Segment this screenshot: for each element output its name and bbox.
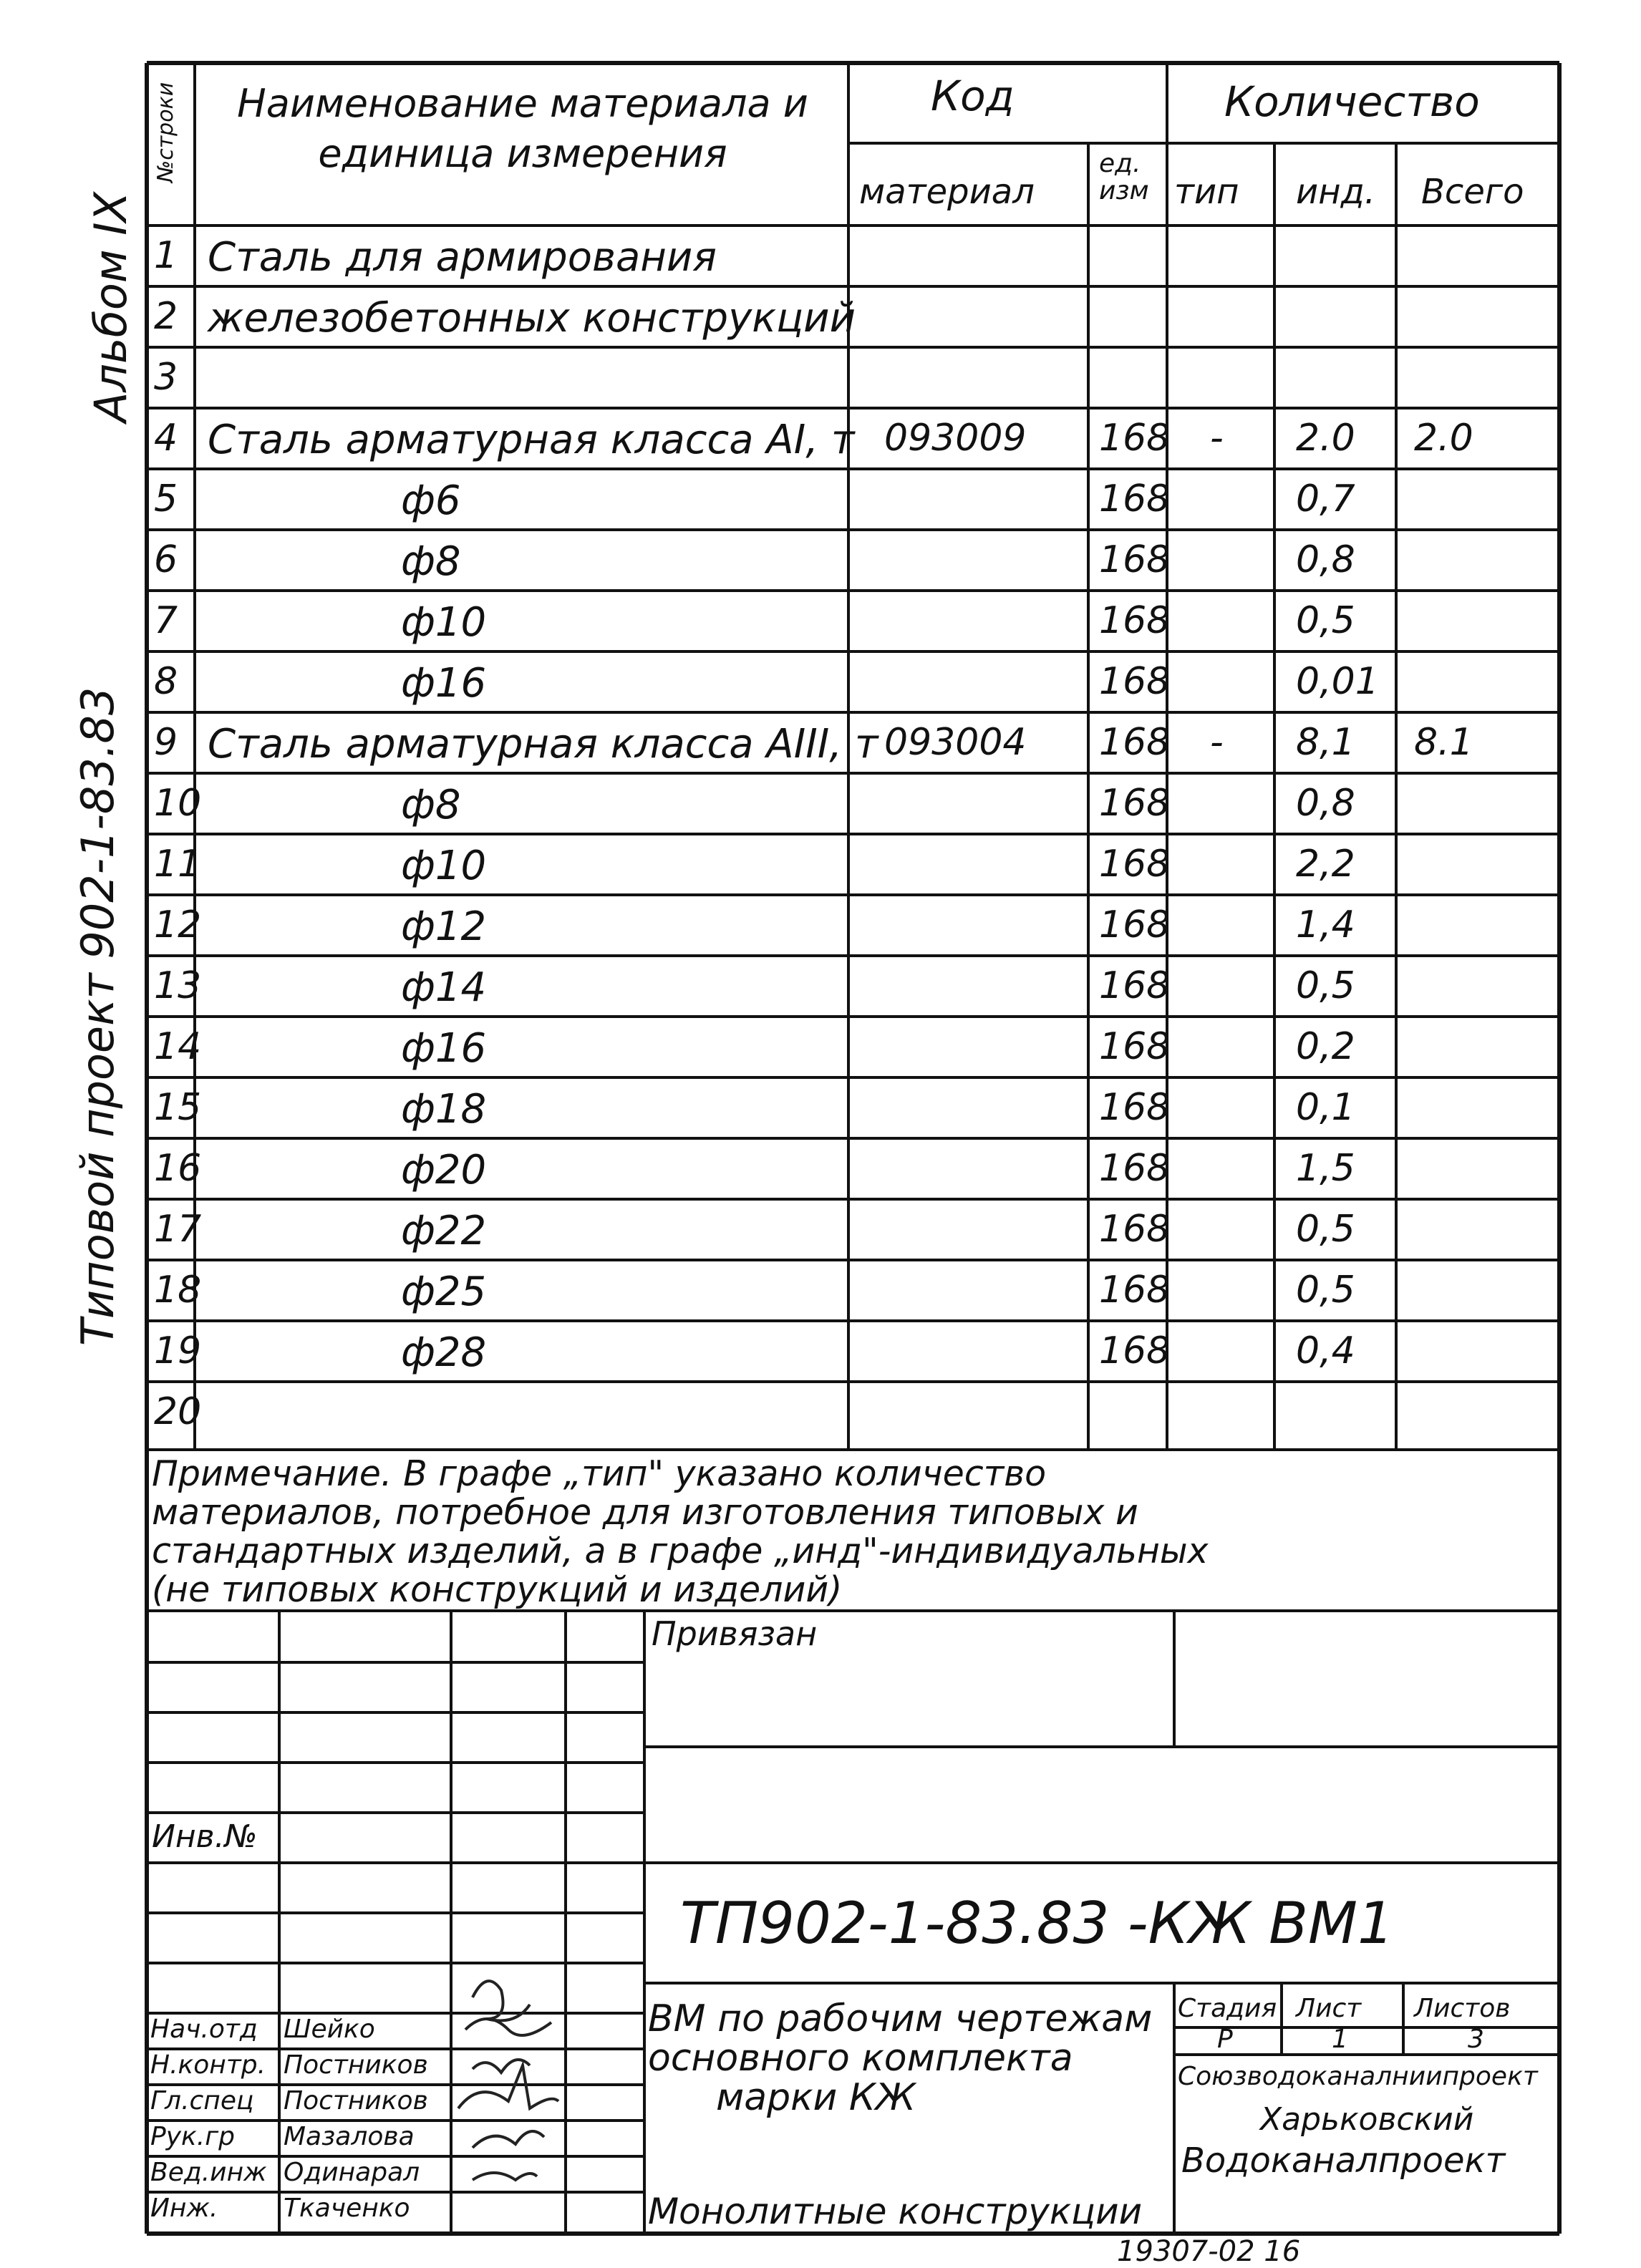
cell-name: ф18 (401, 1086, 487, 1133)
cell-unit: 168 (1099, 1025, 1171, 1068)
document-code: ТП902-1-83.83 -КЖ ВМ1 (680, 1890, 1394, 1957)
role-person: Мазалова (284, 2122, 415, 2151)
cell-ind: 0,5 (1296, 1208, 1355, 1251)
cell-n: 15 (154, 1086, 202, 1129)
header-row-number: №строки (153, 82, 178, 183)
privyazan-label: Привязан (652, 1614, 818, 1653)
sheet-label: Лист (1296, 1994, 1362, 2023)
cell-ind: 0,5 (1296, 599, 1355, 642)
sheets-value: 3 (1468, 2025, 1484, 2054)
cell-ind: 8,1 (1296, 721, 1355, 764)
project-side-label: Типовой проект 902-1-83.83 (72, 687, 124, 1346)
cell-name: Сталь арматурная класса AIII, т (208, 721, 878, 767)
cell-unit: 168 (1099, 903, 1171, 946)
cell-unit: 168 (1099, 964, 1171, 1007)
cell-name: Сталь для армирования (208, 234, 717, 281)
signature-scribbles (458, 1981, 558, 2180)
cell-name: ф16 (401, 1025, 487, 1072)
cell-n: 9 (154, 721, 178, 764)
cell-n: 18 (154, 1269, 202, 1312)
cell-total: 2.0 (1414, 417, 1473, 460)
object-name: Монолитные конструкции (648, 2191, 1143, 2232)
cell-n: 1 (154, 234, 178, 277)
cell-name: ф12 (401, 903, 487, 950)
header-quantity: Количество (1224, 77, 1480, 126)
cell-unit: 168 (1099, 1208, 1171, 1251)
header-qty-type: тип (1174, 172, 1239, 212)
cell-ind: 0,4 (1296, 1329, 1355, 1372)
cell-ind: 1,5 (1296, 1147, 1355, 1190)
sheet-value: 1 (1332, 2025, 1348, 2054)
cell-n: 3 (154, 356, 178, 399)
cell-ind: 0,01 (1296, 660, 1379, 703)
cell-n: 2 (154, 295, 178, 338)
cell-unit: 168 (1099, 417, 1171, 460)
stage-value: Р (1217, 2025, 1233, 2054)
cell-name: ф28 (401, 1329, 487, 1376)
cell-unit: 168 (1099, 1329, 1171, 1372)
cell-ind: 0,8 (1296, 782, 1355, 825)
cell-name: ф6 (401, 478, 461, 524)
header-code-unit: ед. изм (1099, 149, 1149, 205)
cell-unit: 168 (1099, 599, 1171, 642)
role-title: Рук.гр (150, 2122, 235, 2151)
role-person: Ткаченко (284, 2194, 410, 2223)
header-name: Наименование материала и единица измерения (237, 81, 808, 176)
cell-mat: 093004 (884, 721, 1027, 764)
cell-total: 8.1 (1414, 721, 1473, 764)
stage-label: Стадия (1178, 1994, 1277, 2023)
cell-n: 8 (154, 660, 178, 703)
cell-unit: 168 (1099, 660, 1171, 703)
role-title: Нач.отд (150, 2015, 258, 2044)
org-line-1: Союзводоканалниипроект (1178, 2062, 1538, 2091)
cell-unit: 168 (1099, 843, 1171, 886)
cell-n: 19 (154, 1329, 202, 1372)
cell-ind: 1,4 (1296, 903, 1355, 946)
role-title: Вед.инж (150, 2158, 267, 2187)
cell-name: ф22 (401, 1208, 487, 1254)
header-qty-ind: инд. (1296, 172, 1376, 212)
cell-ind: 0,5 (1296, 1269, 1355, 1312)
cell-name: железобетонных конструкций (208, 295, 856, 341)
cell-ind: 2,2 (1296, 843, 1355, 886)
cell-n: 6 (154, 538, 178, 581)
cell-name: ф8 (401, 782, 461, 828)
header-code: Код (931, 72, 1015, 120)
cell-name: ф14 (401, 964, 487, 1011)
cell-name: Сталь арматурная класса AI, т (208, 417, 855, 463)
role-person: Постников (284, 2086, 428, 2116)
header-qty-total: Всего (1421, 172, 1524, 212)
cell-name: ф25 (401, 1269, 487, 1315)
cell-unit: 168 (1099, 1269, 1171, 1312)
cell-name: ф8 (401, 538, 461, 585)
cell-n: 14 (154, 1025, 202, 1068)
cell-ind: 0,8 (1296, 538, 1355, 581)
org-line-3: Водоканалпроект (1181, 2141, 1506, 2181)
cell-n: 4 (154, 417, 178, 460)
cell-mat: 093009 (884, 417, 1027, 460)
cell-n: 12 (154, 903, 202, 946)
cell-n: 20 (154, 1390, 202, 1433)
cell-unit: 168 (1099, 1086, 1171, 1129)
footer-number: 19307-02 16 (1117, 2235, 1301, 2268)
cell-ind: 0,7 (1296, 478, 1355, 520)
org-line-2: Харьковский (1260, 2101, 1474, 2138)
role-title: Инж. (150, 2194, 218, 2223)
inventory-number-label: Инв.№ (152, 1818, 258, 1855)
cell-ind: 0,5 (1296, 964, 1355, 1007)
role-person: Шейко (284, 2015, 375, 2044)
cell-n: 11 (154, 843, 202, 886)
cell-name: ф10 (401, 843, 487, 889)
cell-n: 16 (154, 1147, 202, 1190)
cell-n: 7 (154, 599, 178, 642)
role-person: Постников (284, 2050, 428, 2080)
cell-unit: 168 (1099, 538, 1171, 581)
title-line-1: ВМ по рабочим чертежам (648, 1997, 1153, 2040)
sheets-label: Листов (1414, 1994, 1511, 2023)
cell-tip: - (1210, 417, 1224, 460)
cell-n: 10 (154, 782, 202, 825)
cell-tip: - (1210, 721, 1224, 764)
header-code-material: материал (859, 172, 1035, 212)
cell-n: 13 (154, 964, 202, 1007)
cell-ind: 0,1 (1296, 1086, 1355, 1129)
cell-ind: 2.0 (1296, 417, 1355, 460)
cell-name: ф20 (401, 1147, 487, 1193)
cell-unit: 168 (1099, 478, 1171, 520)
cell-unit: 168 (1099, 1147, 1171, 1190)
title-line-3: марки КЖ (716, 2076, 916, 2119)
footnote: Примечание. В графе „тип" указано количество материалов, потребное для изготовления типовых и стандартных изделий, а в графе „инд"-индивидуальных (не типовых конструкций и изделий) (152, 1453, 1209, 1610)
album-side-label: Альбом IX (84, 192, 137, 422)
role-person: Одинарал (284, 2158, 420, 2187)
cell-n: 5 (154, 478, 178, 520)
cell-name: ф10 (401, 599, 487, 646)
cell-unit: 168 (1099, 721, 1171, 764)
cell-unit: 168 (1099, 782, 1171, 825)
title-line-2: основного комплекта (648, 2037, 1073, 2080)
cell-name: ф16 (401, 660, 487, 707)
cell-ind: 0,2 (1296, 1025, 1355, 1068)
cell-n: 17 (154, 1208, 202, 1251)
role-title: Н.контр. (150, 2050, 266, 2080)
role-title: Гл.спец (150, 2086, 254, 2116)
